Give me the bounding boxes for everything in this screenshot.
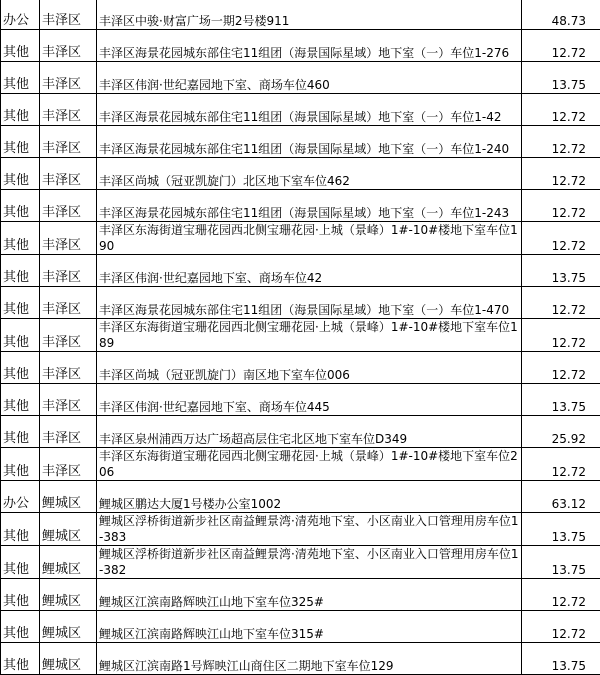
address-cell: 丰泽区中骏·财富广场一期2号楼911 — [97, 0, 522, 30]
address-cell: 鲤城区江滨南路辉映江山地下室车位325# — [97, 579, 522, 611]
usage-type-cell: 其他 — [1, 643, 40, 675]
usage-type-cell: 其他 — [1, 126, 40, 158]
address-cell: 丰泽区海景花园城东部住宅11组团（海景国际星域）地下室（一）车位1-42 — [97, 94, 522, 126]
district-cell: 丰泽区 — [40, 158, 97, 190]
area-cell: 13.75 — [522, 384, 600, 416]
usage-type-cell: 办公 — [1, 481, 40, 513]
area-cell: 25.92 — [522, 416, 600, 448]
table-row — [1, 546, 600, 579]
usage-type-cell: 其他 — [1, 190, 40, 222]
usage-type-cell: 其他 — [1, 352, 40, 384]
table-row — [1, 416, 600, 448]
area-cell: 12.72 — [522, 126, 600, 158]
district-cell: 鲤城区 — [40, 481, 97, 513]
table-row — [1, 255, 600, 287]
table-row — [1, 611, 600, 643]
usage-type-cell: 其他 — [1, 62, 40, 94]
usage-type-cell: 其他 — [1, 158, 40, 190]
usage-type-cell: 其他 — [1, 94, 40, 126]
table-row — [1, 30, 600, 62]
area-cell: 12.72 — [522, 448, 600, 481]
area-cell: 12.72 — [522, 158, 600, 190]
address-cell: 丰泽区泉州浦西万达广场超高层住宅北区地下室车位D349 — [97, 416, 522, 448]
address-cell: 丰泽区海景花园城东部住宅11组团（海景国际星域）地下室（一）车位1-470 — [97, 287, 522, 319]
usage-type-cell: 其他 — [1, 416, 40, 448]
table-row — [1, 158, 600, 190]
area-cell: 12.72 — [522, 611, 600, 643]
address-cell: 丰泽区东海街道宝珊花园西北侧宝珊花园·上城（景峰）1#-10#楼地下室车位190 — [97, 222, 522, 255]
district-cell: 丰泽区 — [40, 287, 97, 319]
district-cell: 丰泽区 — [40, 352, 97, 384]
address-cell: 丰泽区海景花园城东部住宅11组团（海景国际星域）地下室（一）车位1-276 — [97, 30, 522, 62]
table-row — [1, 481, 600, 513]
table-row — [1, 579, 600, 611]
area-cell: 13.75 — [522, 255, 600, 287]
area-cell: 63.12 — [522, 481, 600, 513]
area-cell: 12.72 — [522, 352, 600, 384]
district-cell: 丰泽区 — [40, 255, 97, 287]
usage-type-cell: 其他 — [1, 319, 40, 352]
district-cell: 丰泽区 — [40, 190, 97, 222]
district-cell: 丰泽区 — [40, 126, 97, 158]
address-cell: 丰泽区海景花园城东部住宅11组团（海景国际星域）地下室（一）车位1-240 — [97, 126, 522, 158]
area-cell: 13.75 — [522, 546, 600, 579]
table-row — [1, 513, 600, 546]
address-cell: 丰泽区海景花园城东部住宅11组团（海景国际星域）地下室（一）车位1-243 — [97, 190, 522, 222]
area-cell: 13.75 — [522, 62, 600, 94]
district-cell: 丰泽区 — [40, 30, 97, 62]
usage-type-cell: 其他 — [1, 222, 40, 255]
table-row — [1, 0, 600, 30]
area-cell: 48.73 — [522, 0, 600, 30]
district-cell: 鲤城区 — [40, 579, 97, 611]
district-cell: 鲤城区 — [40, 513, 97, 546]
district-cell: 丰泽区 — [40, 0, 97, 30]
district-cell: 丰泽区 — [40, 222, 97, 255]
table-row — [1, 94, 600, 126]
address-cell: 鲤城区江滨南路辉映江山地下室车位315# — [97, 611, 522, 643]
table-row — [1, 319, 600, 352]
area-cell: 12.72 — [522, 287, 600, 319]
address-cell: 丰泽区伟润·世纪嘉园地下室、商场车位460 — [97, 62, 522, 94]
address-cell: 丰泽区东海街道宝珊花园西北侧宝珊花园·上城（景峰）1#-10#楼地下室车位189 — [97, 319, 522, 352]
table-row — [1, 448, 600, 481]
usage-type-cell: 办公 — [1, 0, 40, 30]
address-cell: 丰泽区伟润·世纪嘉园地下室、商场车位445 — [97, 384, 522, 416]
usage-type-cell: 其他 — [1, 513, 40, 546]
area-cell: 12.72 — [522, 94, 600, 126]
usage-type-cell: 其他 — [1, 255, 40, 287]
district-cell: 鲤城区 — [40, 611, 97, 643]
area-cell: 13.75 — [522, 513, 600, 546]
district-cell: 鲤城区 — [40, 643, 97, 675]
table-row — [1, 222, 600, 255]
address-cell: 鲤城区浮桥街道新步社区南益鲤景湾·清苑地下室、小区南业入口管理用房车位1-383 — [97, 513, 522, 546]
address-cell: 丰泽区尚城（冠亚凯旋门）南区地下室车位006 — [97, 352, 522, 384]
table-row — [1, 643, 600, 675]
address-cell: 丰泽区东海街道宝珊花园西北侧宝珊花园·上城（景峰）1#-10#楼地下室车位206 — [97, 448, 522, 481]
area-cell: 12.72 — [522, 319, 600, 352]
address-cell: 鲤城区浮桥街道新步社区南益鲤景湾·清苑地下室、小区南业入口管理用房车位1-382 — [97, 546, 522, 579]
usage-type-cell: 其他 — [1, 546, 40, 579]
district-cell: 丰泽区 — [40, 62, 97, 94]
usage-type-cell: 其他 — [1, 611, 40, 643]
table-row — [1, 287, 600, 319]
table-row — [1, 126, 600, 158]
area-cell: 13.75 — [522, 643, 600, 675]
address-cell: 丰泽区伟润·世纪嘉园地下室、商场车位42 — [97, 255, 522, 287]
address-cell: 鲤城区鹏达大厦1号楼办公室1002 — [97, 481, 522, 513]
district-cell: 丰泽区 — [40, 384, 97, 416]
table-row — [1, 384, 600, 416]
area-cell: 12.72 — [522, 222, 600, 255]
area-cell: 12.72 — [522, 30, 600, 62]
usage-type-cell: 其他 — [1, 448, 40, 481]
district-cell: 丰泽区 — [40, 416, 97, 448]
table-row — [1, 190, 600, 222]
table-row — [1, 62, 600, 94]
district-cell: 丰泽区 — [40, 94, 97, 126]
usage-type-cell: 其他 — [1, 579, 40, 611]
district-cell: 丰泽区 — [40, 319, 97, 352]
usage-type-cell: 其他 — [1, 384, 40, 416]
address-cell: 丰泽区尚城（冠亚凯旋门）北区地下室车位462 — [97, 158, 522, 190]
district-cell: 丰泽区 — [40, 448, 97, 481]
usage-type-cell: 其他 — [1, 30, 40, 62]
area-cell: 12.72 — [522, 579, 600, 611]
table-row — [1, 352, 600, 384]
area-cell: 12.72 — [522, 190, 600, 222]
property-table-body — [1, 0, 600, 675]
district-cell: 鲤城区 — [40, 546, 97, 579]
usage-type-cell: 其他 — [1, 287, 40, 319]
address-cell: 鲤城区江滨南路1号辉映江山商住区二期地下室车位129 — [97, 643, 522, 675]
